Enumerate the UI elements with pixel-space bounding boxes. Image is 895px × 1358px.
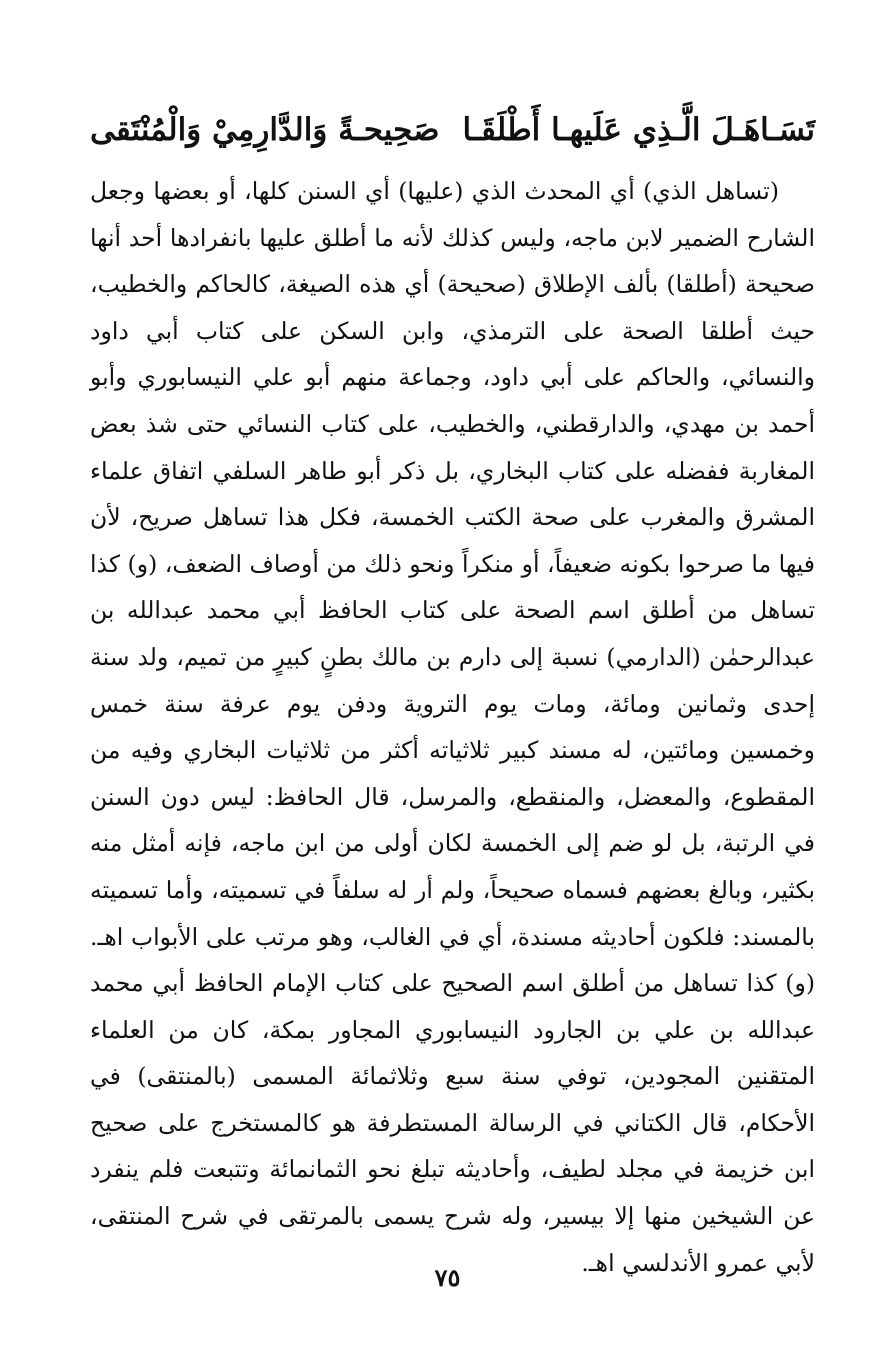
verse-first-hemistich: تَسَـاهَـلَ الَّـذِي عَلَيهـا أَطْلَقَـا (462, 112, 815, 148)
commentary-paragraph: (تساهل الذي) أي المحدث الذي (عليها) أي السنن كلها، أو بعضها وجعل الشارح الضمير لابن ماجه، وليس كذلك لأنه ما أطلق عليها بانفرادها أحد أنها صحيحة (أطلقا) بألف الإطلاق (صحيحة) أي هذه الصيغة، كالحاكم والخطيب، حيث أطلقا الصحة على الترمذي، وابن السكن على كتاب أبي داود والنسائي، والحاكم على أبي داود، وجماعة منهم أبو علي النيسابوري وأبو أحمد بن مهدي، والدارقطني، والخطيب، على كتاب النسائي حتى شذ بعض المغاربة ففضله على كتاب البخاري، بل ذكر أبو طاهر السلفي اتفاق علماء المشرق والمغرب على صحة الكتب الخمسة، فكل هذا تساهل صريح، لأن فيها ما صرحوا بكونه ضعيفاً، أو منكراً ونحو ذلك من أوصاف الضعف، (و) كذا تساهل من أطلق اسم الصحة على كتاب الحافظ أبي محمد عبدالله بن عبدالرحمٰن (الدارمي) نسبة إلى دارم بن مالك بطنٍ كبيرٍ من تميم، ولد سنة إحدى وثمانين ومائة، ومات يوم التروية ودفن يوم عرفة سنة خمس وخمسين ومائتين، له مسند كبير ثلاثياته أكثر من ثلاثيات البخاري وفيه من المقطوع، والمعضل، والمنقطع، والمرسل، قال الحافظ: ليس دون السنن في الرتبة، بل لو ضم إلى الخمسة لكان أولى من ابن ماجه، فإنه أمثل منه بكثير، وبالغ بعضهم فسماه صحيحاً، ولم أر له سلفاً في تسميته، وأما تسميته بالمسند: فلكون أحاديثه مسندة، أي في الغالب، وهو مرتب على الأبواب اهـ. (و) كذا تساهل من أطلق اسم الصحيح على كتاب الإمام الحافظ أبي محمد عبدالله بن علي بن الجارود النيسابوري المجاور بمكة، كان من العلماء المتقنين المجودين، توفي سنة سبع وثلاثمائة المسمى (بالمنتقى) في الأحكام، قال الكتاني في الرسالة المستطرفة هو كالمستخرج على صحيح ابن خزيمة في مجلد لطيف، وأحاديثه تبلغ نحو الثمانمائة وتتبعت فلم ينفرد عن الشيخين منها إلا بيسير، وله شرح يسمى بالمرتقى في شرح المنتقى، لأبي عمرو الأندلسي اهـ. (90, 177, 815, 1277)
verse-second-hemistich: صَحِيحـةً وَالدَّارِمِيْ وَالْمُنْتَقى (90, 112, 440, 148)
page-number: ٧٥ (434, 1263, 461, 1292)
commentary-text (90, 168, 815, 1286)
verse-heading (90, 100, 815, 160)
